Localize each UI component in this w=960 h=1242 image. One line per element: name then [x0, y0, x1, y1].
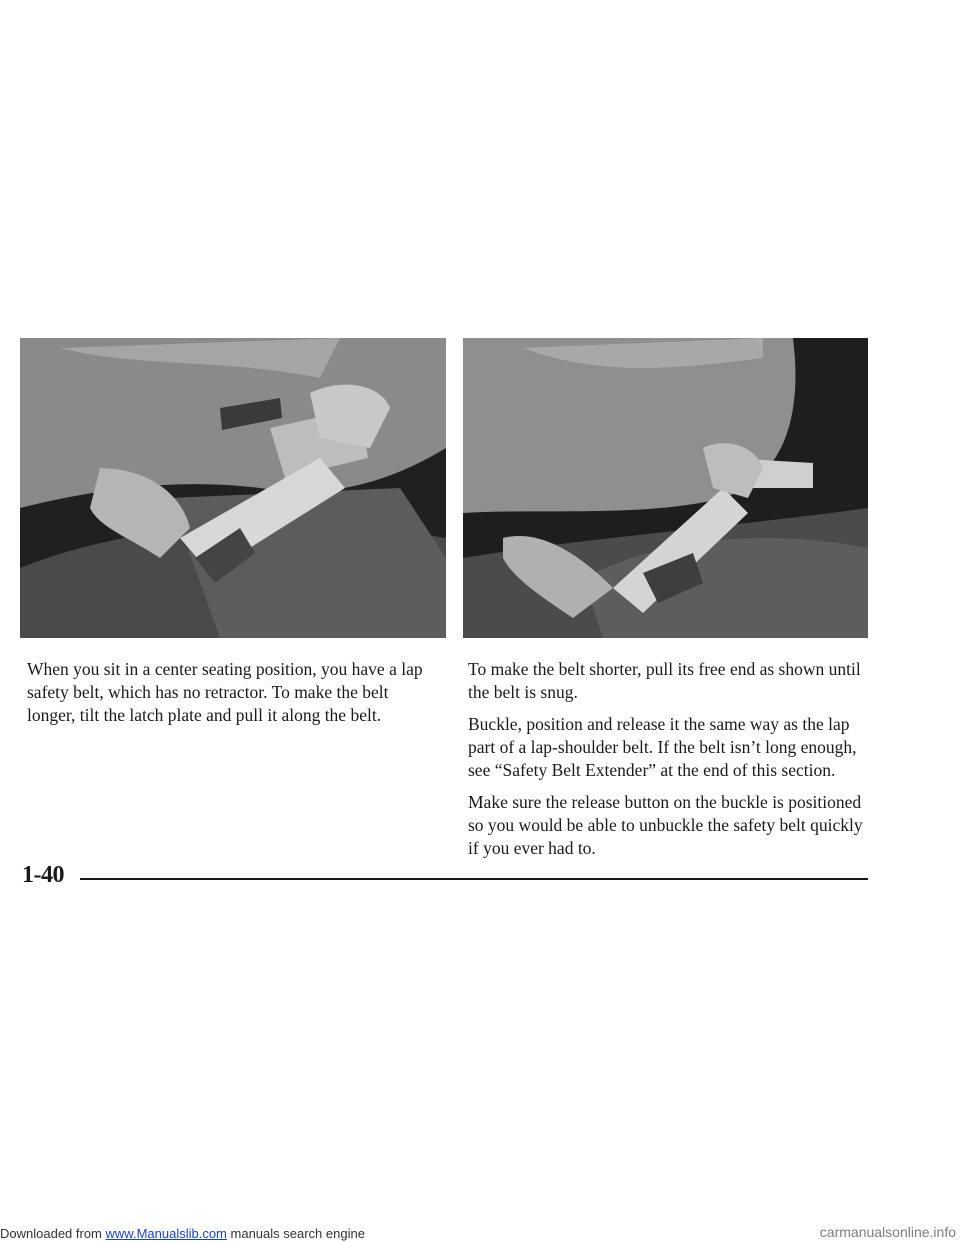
- right-column-text: [468, 658, 868, 869]
- illustration-lengthen-belt: [20, 338, 446, 638]
- source-prefix: Downloaded from: [0, 1226, 102, 1241]
- manualslib-link[interactable]: www.Manualslib.com: [105, 1226, 227, 1241]
- release-button-paragraph: Make sure the release button on the buckle is positioned so you would be able to unbuckle the safety belt quickly if you ever had to.: [468, 792, 863, 858]
- source-suffix: manuals search engine: [230, 1226, 365, 1241]
- watermark-text: carmanualsonline.info: [819, 1224, 956, 1240]
- footer-divider: [80, 878, 868, 880]
- lap-belt-lengthen-paragraph: When you sit in a center seating position, you have a lap safety belt, which has no retractor. To make the belt longer, tilt the latch plate and pull it along the belt.: [27, 659, 423, 725]
- person-tilting-latch-plate-icon: [20, 338, 446, 638]
- page-number: 1-40: [22, 862, 64, 888]
- buckle-position-paragraph: Buckle, position and release it the same way as the lap part of a lap-shoulder belt. If the belt isn’t long enough, see “Safety Belt Extender” at the end of this section.: [468, 714, 857, 780]
- person-pulling-belt-end-icon: [463, 338, 868, 638]
- shorten-belt-paragraph: To make the belt shorter, pull its free end as shown until the belt is snug.: [468, 659, 861, 702]
- illustration-shorten-belt: [463, 338, 868, 638]
- source-banner: [0, 1226, 365, 1241]
